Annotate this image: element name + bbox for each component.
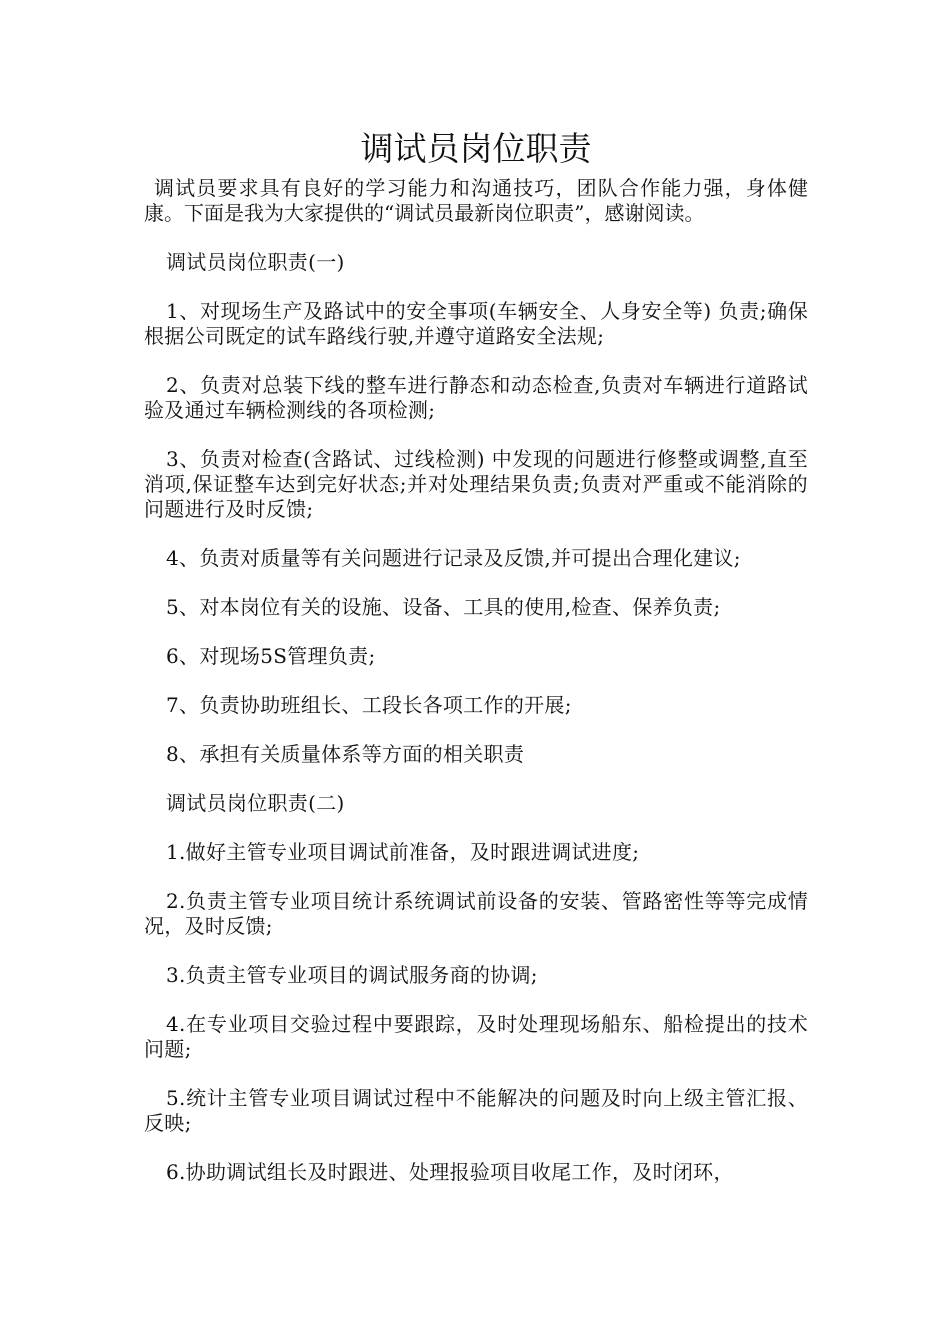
duty-item-1-3: 3、负责对检查(含路试、过线检测) 中发现的问题进行修整或调整,直至消项,保证整车达到完好状态;并对处理结果负责;负责对严重或不能消除的问题进行及时反馈; — [144, 447, 808, 521]
duty-item-2-2: 2.负责主管专业项目统计系统调试前设备的安装、管路密性等等完成情况，及时反馈; — [144, 889, 808, 938]
duty-item-1-6: 6、对现场5S管理负责; — [166, 644, 376, 668]
document-page — [144, 126, 808, 1185]
duty-item-2-4: 4.在专业项目交验过程中要跟踪，及时处理现场船东、船检提出的技术问题; — [144, 1012, 808, 1061]
duty-item-1-4: 4、负责对质量等有关问题进行记录及反馈,并可提出合理化建议; — [166, 546, 741, 570]
duty-item-1-5: 5、对本岗位有关的设施、设备、工具的使用,检查、保养负责; — [166, 595, 721, 619]
section-heading-1: 调试员岗位职责(一) — [166, 250, 345, 274]
duty-item-1-7: 7、负责协助班组长、工段长各项工作的开展; — [166, 693, 572, 717]
duty-item-1-1: 1、对现场生产及路试中的安全事项(车辆安全、人身安全等) 负责;确保根据公司既定的试车路线行驶,并遵守道路安全法规; — [144, 299, 808, 348]
section-heading-2: 调试员岗位职责(二) — [166, 791, 345, 815]
duty-item-2-3: 3.负责主管专业项目的调试服务商的协调; — [166, 963, 538, 987]
duty-item-1-8: 8、承担有关质量体系等方面的相关职责 — [166, 742, 525, 766]
duty-item-2-5: 5.统计主管专业项目调试过程中不能解决的问题及时向上级主管汇报、反映; — [144, 1086, 808, 1135]
document-title: 调试员岗位职责 — [360, 129, 592, 168]
duty-item-2-1: 1.做好主管专业项目调试前准备，及时跟进调试进度; — [166, 840, 640, 864]
duty-item-2-6: 6.协助调试组长及时跟进、处理报验项目收尾工作，及时闭环， — [166, 1160, 734, 1184]
intro-paragraph: 调试员要求具有良好的学习能力和沟通技巧，团队合作能力强，身体健康。下面是我为大家提供的“调试员最新岗位职责”，感谢阅读。 — [144, 176, 808, 225]
duty-item-1-2: 2、负责对总装下线的整车进行静态和动态检查,负责对车辆进行道路试验及通过车辆检测线的各项检测; — [144, 373, 808, 422]
